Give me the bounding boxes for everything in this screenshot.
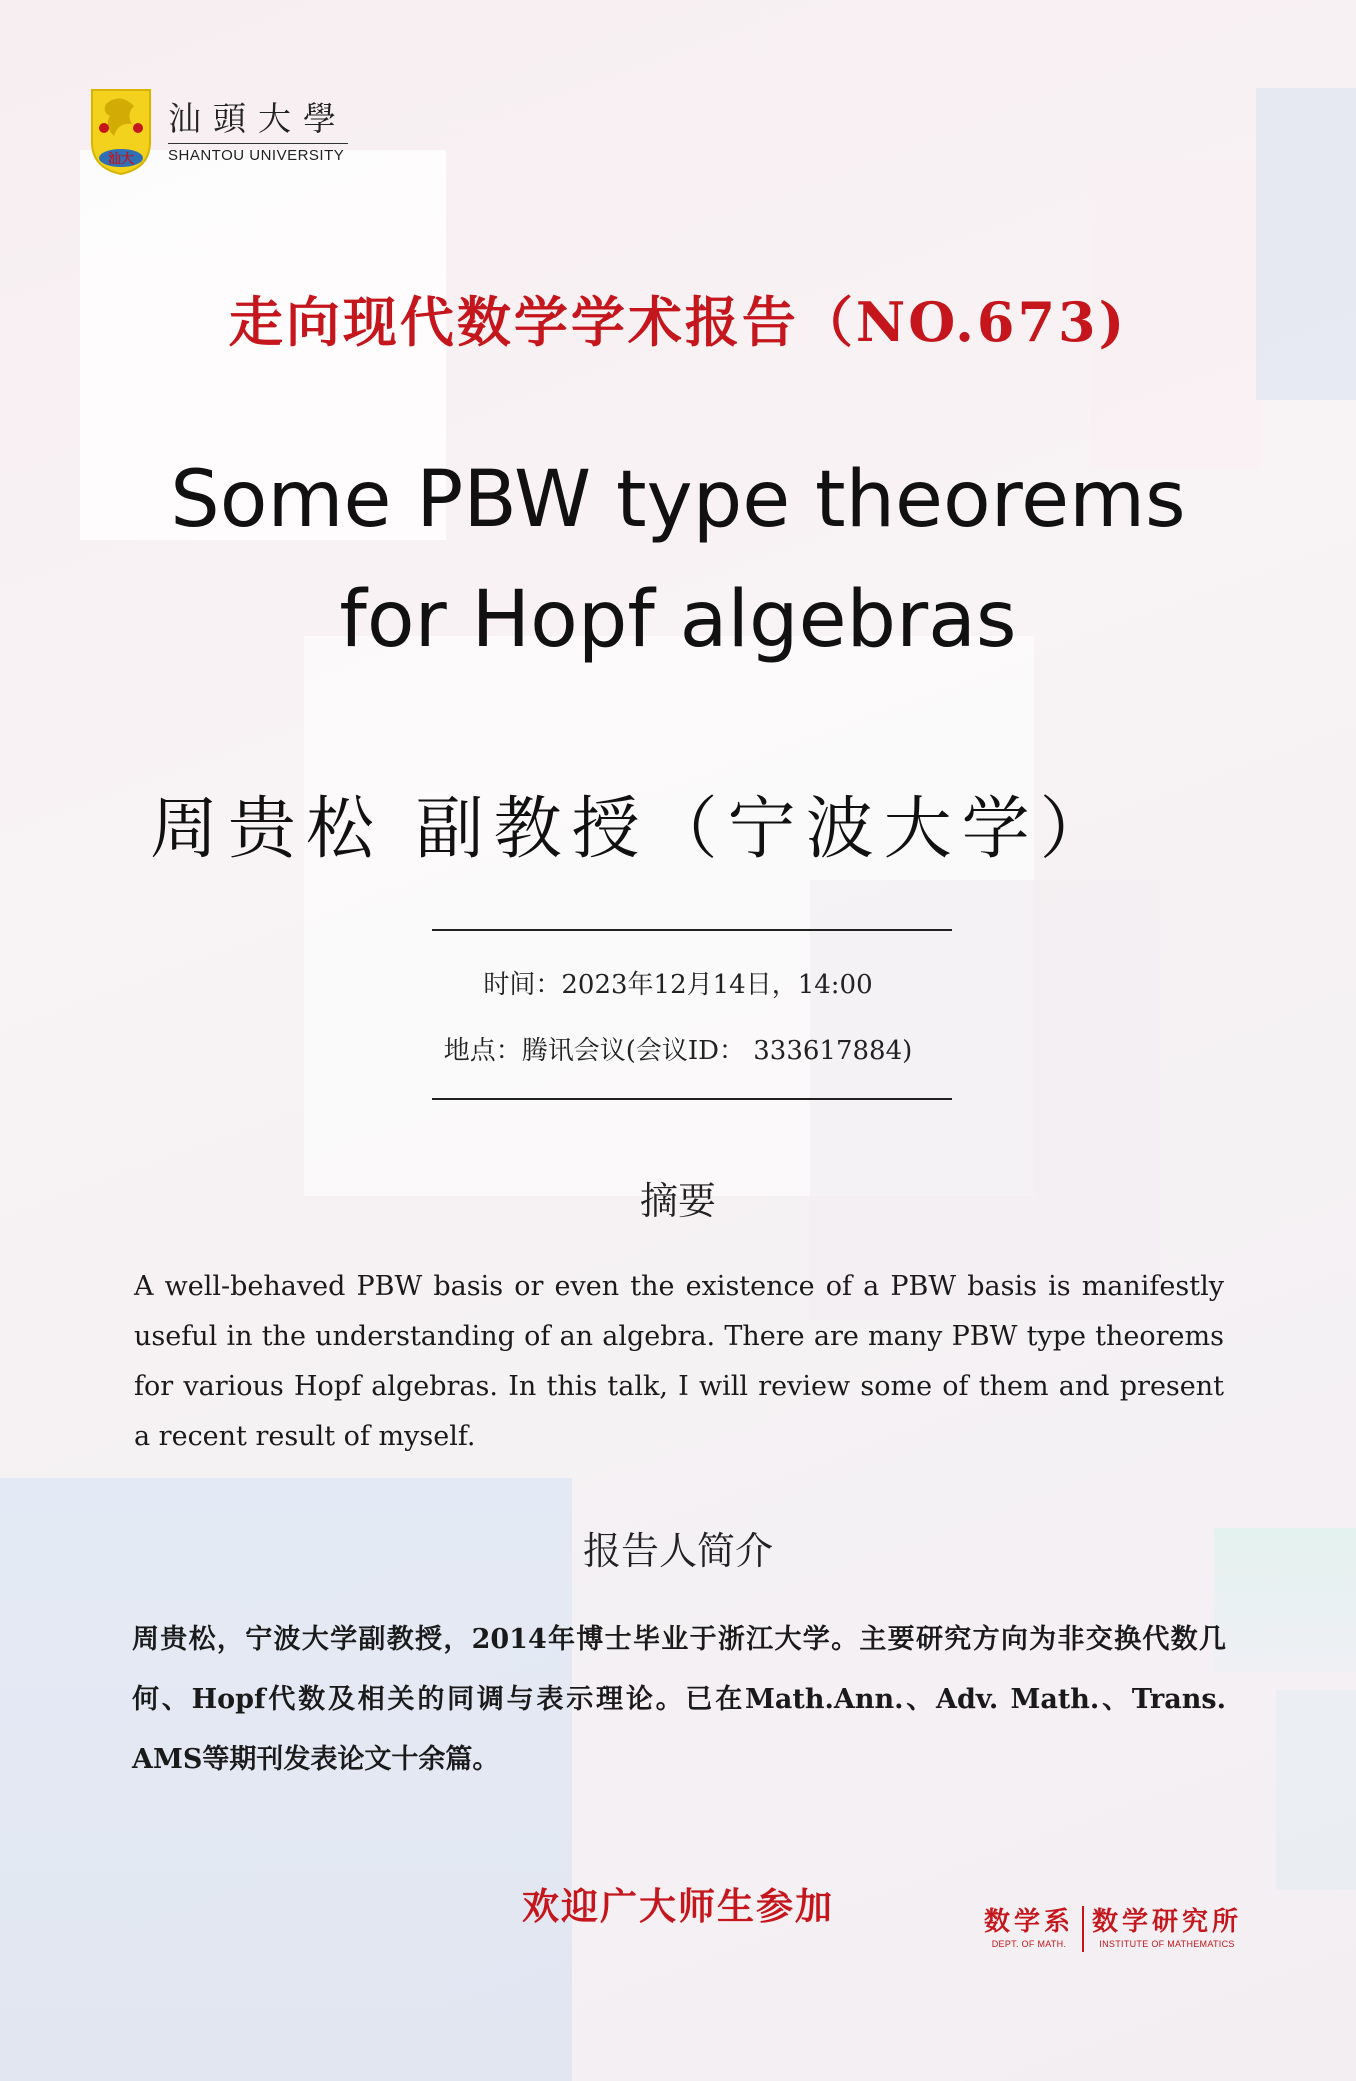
bio-heading: 报告人简介 <box>582 1529 773 1573</box>
footer-separator <box>1082 1906 1084 1952</box>
university-name-en: SHANTOU UNIVERSITY <box>168 146 345 164</box>
institute-name-en: INSTITUTE OF MATHEMATICS <box>1099 1939 1235 1949</box>
logo-badge: 汕大 <box>107 152 135 167</box>
background-panel <box>1276 1690 1356 1890</box>
bio-text: 周贵松，宁波大学副教授，2014年博士毕业于浙江大学。主要研究方向为非交换代数几何、Hopf代数及相关的同调与表示理论。已在Math.Ann.、Adv. Math.、Trans. AMS等期刊发表论文十余篇。 <box>132 1624 1226 1775</box>
event-time: 时间：2023年12月14日，14:00 <box>483 970 873 1000</box>
institute-name-cn: 数学研究所 <box>1092 1907 1243 1937</box>
speaker-name: 周贵松 副教授（宁波大学） <box>150 790 1118 869</box>
abstract-text: A well-behaved PBW basis or even the existence of a PBW basis is manifestly useful in the understanding of an algebra. There are many PBW type theorems for various Hopf algebras. In this talk, I will review some of them and present a recent result of myself. <box>134 1271 1224 1452</box>
series-title: 走向现代数学学术报告（NO.673) <box>228 290 1128 354</box>
welcome-message: 欢迎广大师生参加 <box>522 1884 834 1928</box>
background-panel <box>810 880 1160 1320</box>
footer-logo <box>984 1906 1242 1952</box>
dept-name-cn: 数学系 <box>984 1907 1075 1937</box>
dept-name-en: DEPT. OF MATH. <box>991 1939 1067 1949</box>
university-logo <box>86 84 348 176</box>
talk-title <box>0 440 1356 680</box>
talk-title-line-1: Some PBW type theorems <box>170 455 1186 545</box>
divider <box>432 929 952 931</box>
event-location: 地点：腾讯会议(会议ID： 333617884) <box>443 1036 913 1066</box>
divider <box>432 1098 952 1100</box>
university-name-cn: 汕頭大學 <box>168 97 348 144</box>
university-emblem-icon <box>86 84 156 176</box>
talk-title-line-2: for Hopf algebras <box>339 575 1017 665</box>
abstract-heading: 摘要 <box>639 1179 716 1223</box>
